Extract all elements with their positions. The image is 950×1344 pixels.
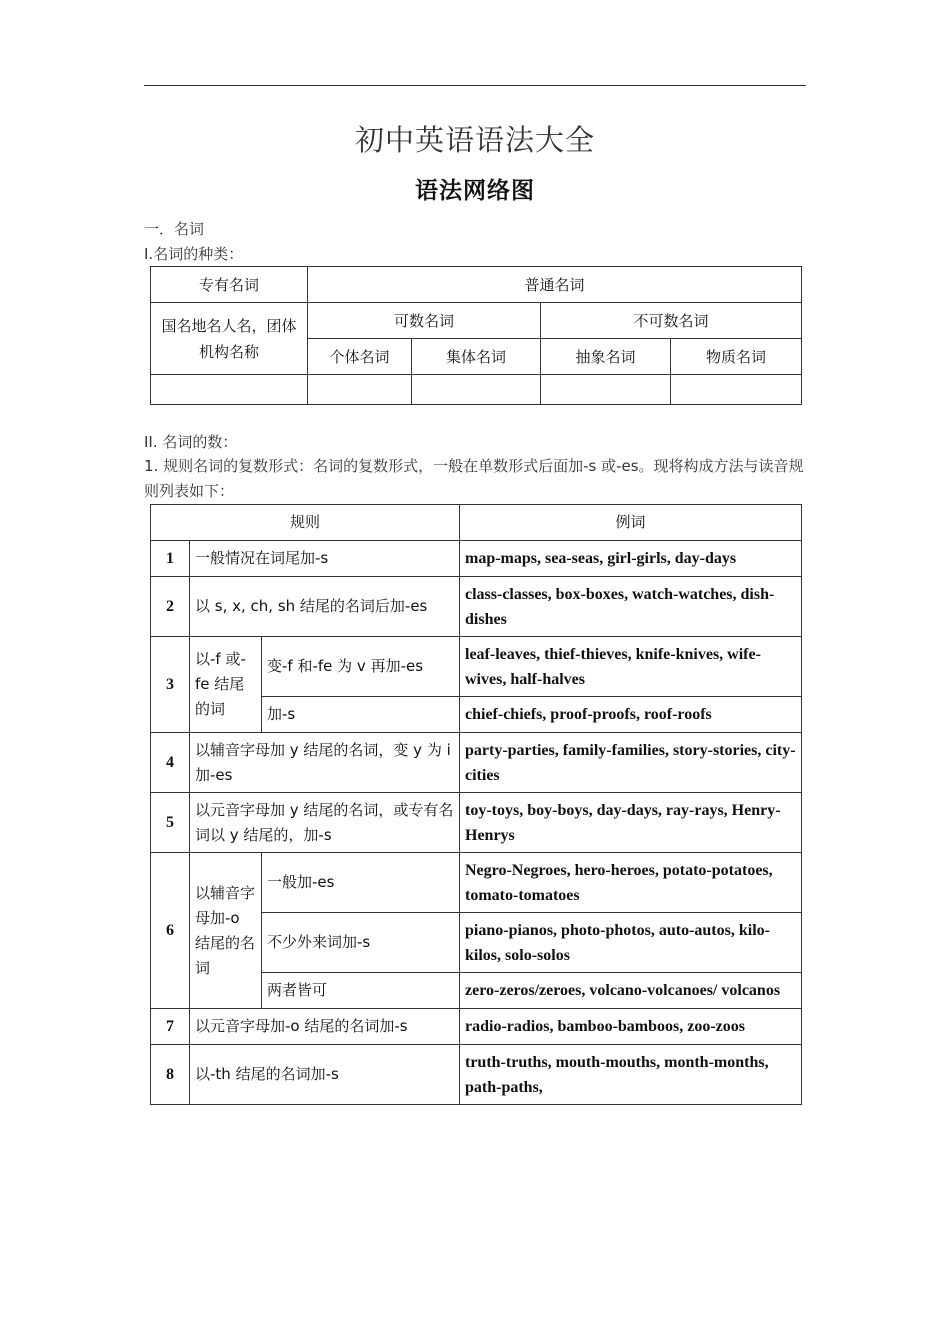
plural-rules-table xyxy=(150,504,802,1105)
section-subheading-kinds: I.名词的种类： xyxy=(144,245,244,263)
example-text: party-parties, family-families, story-stories, city-cities xyxy=(460,733,802,793)
example-text: truth-truths, mouth-mouths, month-months, path-paths, xyxy=(460,1045,802,1105)
row-number: 4 xyxy=(151,733,190,793)
cell-material: 物质名词 xyxy=(671,339,802,375)
cell-uncountable: 不可数名词 xyxy=(541,303,802,339)
row-number: 7 xyxy=(151,1009,190,1045)
document-title: 初中英语语法大全 xyxy=(354,123,595,157)
cell-proper-noun: 专有名词 xyxy=(151,267,308,303)
example-text: map-maps, sea-seas, girl-girls, day-days xyxy=(460,541,802,577)
header-rule: 规则 xyxy=(151,505,460,541)
rule-text: 一般情况在词尾加-s xyxy=(190,541,460,577)
cell-countable: 可数名词 xyxy=(308,303,541,339)
table-row xyxy=(151,1045,802,1105)
rule-text: 以-th 结尾的名词加-s xyxy=(190,1045,460,1105)
row-number: 6 xyxy=(151,853,190,1009)
empty-cell xyxy=(412,375,541,405)
cell-common-noun: 普通名词 xyxy=(308,267,802,303)
section-heading-nouns: 一．名词 xyxy=(144,220,205,238)
row-number: 5 xyxy=(151,793,190,853)
empty-cell xyxy=(151,375,308,405)
table-row xyxy=(151,853,802,913)
empty-cell xyxy=(541,375,671,405)
example-text: Negro-Negroes, hero-heroes, potato-potatoes, tomato-tomatoes xyxy=(460,853,802,913)
row-number: 8 xyxy=(151,1045,190,1105)
rule-text: 以元音字母加 y 结尾的名词，或专有名词以 y 结尾的，加-s xyxy=(190,793,460,853)
rule-group: 以辅音字母加-o 结尾的名词 xyxy=(190,853,262,1009)
document-subtitle: 语法网络图 xyxy=(415,178,535,204)
table-row xyxy=(151,577,802,637)
rules-intro-paragraph: 1. 规则名词的复数形式：名词的复数形式，一般在单数形式后面加-s 或-es。现将构成方法与读音规则列表如下： xyxy=(144,457,804,500)
rule-text: 以 s, x, ch, sh 结尾的名词后加-es xyxy=(190,577,460,637)
table-row xyxy=(151,637,802,697)
table-row xyxy=(151,1009,802,1045)
empty-cell xyxy=(671,375,802,405)
example-text: piano-pianos, photo-photos, auto-autos, kilo-kilos, solo-solos xyxy=(460,913,802,973)
noun-kinds-table xyxy=(150,266,802,405)
section-heading-number: II. 名词的数： xyxy=(144,433,238,451)
cell-individual: 个体名词 xyxy=(308,339,412,375)
rule-text: 变-f 和-fe 为 v 再加-es xyxy=(262,637,460,697)
rule-text: 加-s xyxy=(262,697,460,733)
rule-text: 两者皆可 xyxy=(262,973,460,1009)
example-text: zero-zeros/zeroes, volcano-volcanoes/ volcanos xyxy=(460,973,802,1009)
cell-collective: 集体名词 xyxy=(412,339,541,375)
example-text: radio-radios, bamboo-bamboos, zoo-zoos xyxy=(460,1009,802,1045)
header-rule xyxy=(144,85,806,86)
row-number: 3 xyxy=(151,637,190,733)
empty-cell xyxy=(308,375,412,405)
header-example: 例词 xyxy=(460,505,802,541)
table-row xyxy=(151,733,802,793)
row-number: 1 xyxy=(151,541,190,577)
rule-text: 一般加-es xyxy=(262,853,460,913)
table-row xyxy=(151,793,802,853)
rule-text: 不少外来词加-s xyxy=(262,913,460,973)
example-text: toy-toys, boy-boys, day-days, ray-rays, Henry-Henrys xyxy=(460,793,802,853)
row-number: 2 xyxy=(151,577,190,637)
table-row xyxy=(151,541,802,577)
cell-proper-desc: 国名地名人名，团体机构名称 xyxy=(151,303,308,375)
rule-text: 以辅音字母加 y 结尾的名词，变 y 为 i 加-es xyxy=(190,733,460,793)
example-text: class-classes, box-boxes, watch-watches, dish-dishes xyxy=(460,577,802,637)
rule-group: 以-f 或-fe 结尾的词 xyxy=(190,637,262,733)
example-text: chief-chiefs, proof-proofs, roof-roofs xyxy=(460,697,802,733)
cell-abstract: 抽象名词 xyxy=(541,339,671,375)
rule-text: 以元音字母加-o 结尾的名词加-s xyxy=(190,1009,460,1045)
example-text: leaf-leaves, thief-thieves, knife-knives, wife-wives, half-halves xyxy=(460,637,802,697)
